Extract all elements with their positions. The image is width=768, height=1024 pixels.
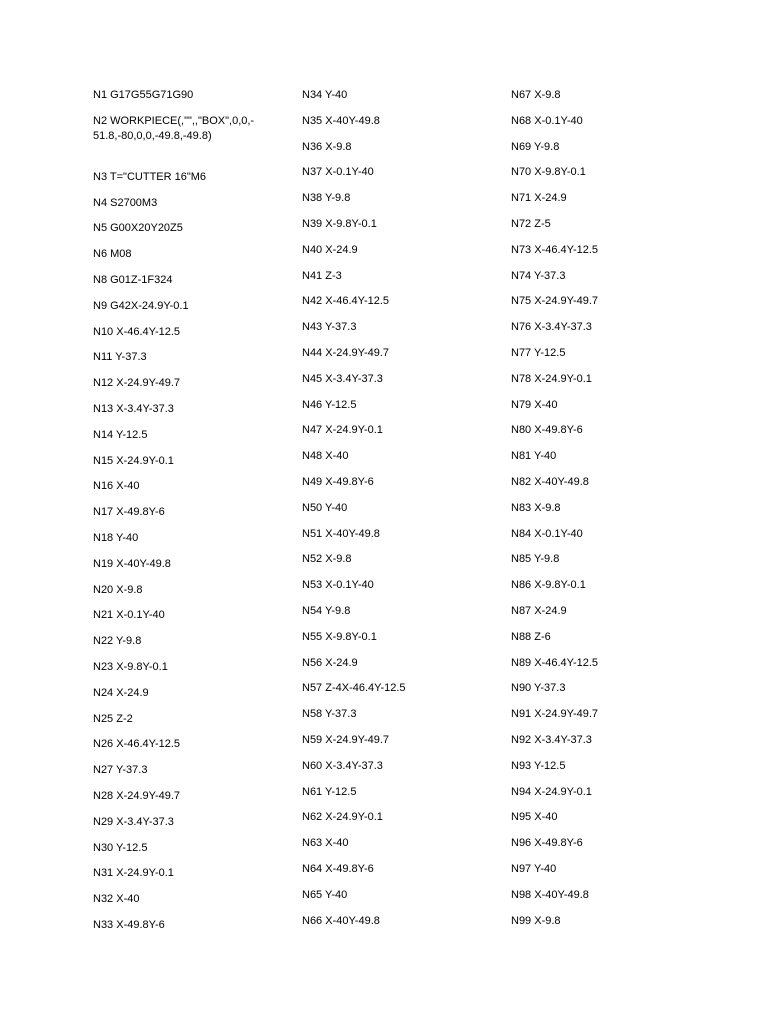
program-line: N89 X-46.4Y-12.5	[511, 656, 599, 669]
program-line: N97 Y-40	[511, 862, 557, 875]
program-line: N43 Y-37.3	[302, 321, 357, 334]
program-line: N9 G42X-24.9Y-0.1	[93, 299, 189, 312]
program-line: N64 X-49.8Y-6	[302, 862, 374, 875]
program-line: N44 X-24.9Y-49.7	[302, 346, 390, 359]
program-line: N79 X-40	[511, 398, 558, 411]
program-line: N42 X-46.4Y-12.5	[302, 295, 390, 308]
program-line: N96 X-49.8Y-6	[511, 837, 583, 850]
program-line: N39 X-9.8Y-0.1	[302, 217, 377, 230]
program-line: N37 X-0.1Y-40	[302, 166, 374, 179]
program-line: N94 X-24.9Y-0.1	[511, 785, 592, 798]
program-line: N6 M08	[93, 248, 132, 261]
program-line: N51 X-40Y-49.8	[302, 527, 380, 540]
program-line: N21 X-0.1Y-40	[93, 609, 165, 622]
program-line: N63 X-40	[302, 837, 349, 850]
program-line: N75 X-24.9Y-49.7	[511, 295, 599, 308]
program-line: N77 Y-12.5	[511, 346, 566, 359]
program-line: N60 X-3.4Y-37.3	[302, 759, 383, 772]
program-line: N3 T="CUTTER 16"M6	[93, 170, 207, 183]
program-line: N17 X-49.8Y-6	[93, 506, 165, 519]
program-line: N48 X-40	[302, 450, 349, 463]
program-line: N98 X-40Y-49.8	[511, 888, 589, 901]
program-line: N38 Y-9.8	[302, 192, 351, 205]
program-line: N56 X-24.9	[302, 656, 358, 669]
program-column-3	[511, 88, 711, 939]
program-line: N87 X-24.9	[511, 604, 567, 617]
program-line: N73 X-46.4Y-12.5	[511, 243, 599, 256]
program-line: N18 Y-40	[93, 531, 139, 544]
program-line: N74 Y-37.3	[511, 269, 566, 282]
program-line: N54 Y-9.8	[302, 604, 351, 617]
program-line: N13 X-3.4Y-37.3	[93, 402, 174, 415]
program-line: N22 Y-9.8	[93, 635, 142, 648]
program-line: N40 X-24.9	[302, 243, 358, 256]
program-line: N33 X-49.8Y-6	[93, 918, 165, 931]
program-line: N70 X-9.8Y-0.1	[511, 166, 586, 179]
program-line: N31 X-24.9Y-0.1	[93, 867, 174, 880]
program-column-2	[302, 88, 502, 939]
program-line: N81 Y-40	[511, 450, 557, 463]
program-line: N50 Y-40	[302, 501, 348, 514]
program-line: N92 X-3.4Y-37.3	[511, 733, 592, 746]
program-line: N71 X-24.9	[511, 192, 567, 205]
program-line: N78 X-24.9Y-0.1	[511, 372, 592, 385]
program-line: N24 X-24.9	[93, 686, 149, 699]
program-line: N4 S2700M3	[93, 196, 158, 209]
program-line: N14 Y-12.5	[93, 428, 148, 441]
program-line: N35 X-40Y-49.8	[302, 114, 380, 127]
program-line: N86 X-9.8Y-0.1	[511, 579, 586, 592]
program-line: N27 Y-37.3	[93, 764, 148, 777]
program-line: N29 X-3.4Y-37.3	[93, 815, 174, 828]
program-line: N59 X-24.9Y-49.7	[302, 733, 390, 746]
program-line: N10 X-46.4Y-12.5	[93, 325, 181, 338]
program-line: N65 Y-40	[302, 888, 348, 901]
program-line: N49 X-49.8Y-6	[302, 475, 374, 488]
program-line: N1 G17G55G71G90	[93, 89, 194, 101]
program-line: N30 Y-12.5	[93, 841, 148, 854]
program-line: N72 Z-5	[511, 217, 551, 230]
program-line: N12 X-24.9Y-49.7	[93, 377, 181, 390]
program-line: N67 X-9.8	[511, 89, 561, 101]
program-line: N69 Y-9.8	[511, 140, 560, 153]
program-line: N83 X-9.8	[511, 501, 561, 514]
program-line: N84 X-0.1Y-40	[511, 527, 583, 540]
program-line: N58 Y-37.3	[302, 708, 357, 721]
program-line: N26 X-46.4Y-12.5	[93, 738, 181, 751]
program-line: N32 X-40	[93, 893, 140, 906]
program-line: N36 X-9.8	[302, 140, 352, 153]
program-line: N2 WORKPIECE(,"",,"BOX",0,0,-51.8,-80,0,0,-49.8,-49.8)	[93, 114, 255, 142]
program-line: N41 Z-3	[302, 269, 342, 282]
program-line: N5 G00X20Y20Z5	[93, 222, 183, 235]
program-line: N80 X-49.8Y-6	[511, 424, 583, 437]
program-line: N52 X-9.8	[302, 553, 352, 566]
program-line: N61 Y-12.5	[302, 785, 357, 798]
program-line: N25 Z-2	[93, 712, 133, 725]
program-line: N19 X-40Y-49.8	[93, 557, 171, 570]
program-line: N53 X-0.1Y-40	[302, 579, 374, 592]
program-line: N34 Y-40	[302, 89, 348, 101]
program-line: N88 Z-6	[511, 630, 551, 643]
program-line: N99 X-9.8	[511, 914, 561, 927]
program-line: N57 Z-4X-46.4Y-12.5	[302, 682, 406, 695]
program-line: N23 X-9.8Y-0.1	[93, 660, 168, 673]
program-line: N91 X-24.9Y-49.7	[511, 708, 599, 721]
program-line: N90 Y-37.3	[511, 682, 566, 695]
program-column-1	[93, 88, 293, 944]
program-line: N16 X-40	[93, 480, 140, 493]
program-line: N82 X-40Y-49.8	[511, 475, 589, 488]
program-line: N15 X-24.9Y-0.1	[93, 454, 174, 467]
program-line: N11 Y-37.3	[93, 351, 147, 364]
program-line: N93 Y-12.5	[511, 759, 566, 772]
program-line: N95 X-40	[511, 811, 558, 824]
program-line: N76 X-3.4Y-37.3	[511, 321, 592, 334]
program-line: N8 G01Z-1F324	[93, 273, 173, 286]
program-line: N28 X-24.9Y-49.7	[93, 789, 181, 802]
program-line: N85 Y-9.8	[511, 553, 560, 566]
program-line: N62 X-24.9Y-0.1	[302, 811, 383, 824]
program-line: N20 X-9.8	[93, 583, 143, 596]
program-line: N66 X-40Y-49.8	[302, 914, 380, 927]
program-line: N55 X-9.8Y-0.1	[302, 630, 377, 643]
program-line: N68 X-0.1Y-40	[511, 114, 583, 127]
program-line: N45 X-3.4Y-37.3	[302, 372, 383, 385]
program-line: N46 Y-12.5	[302, 398, 357, 411]
program-line: N47 X-24.9Y-0.1	[302, 424, 383, 437]
